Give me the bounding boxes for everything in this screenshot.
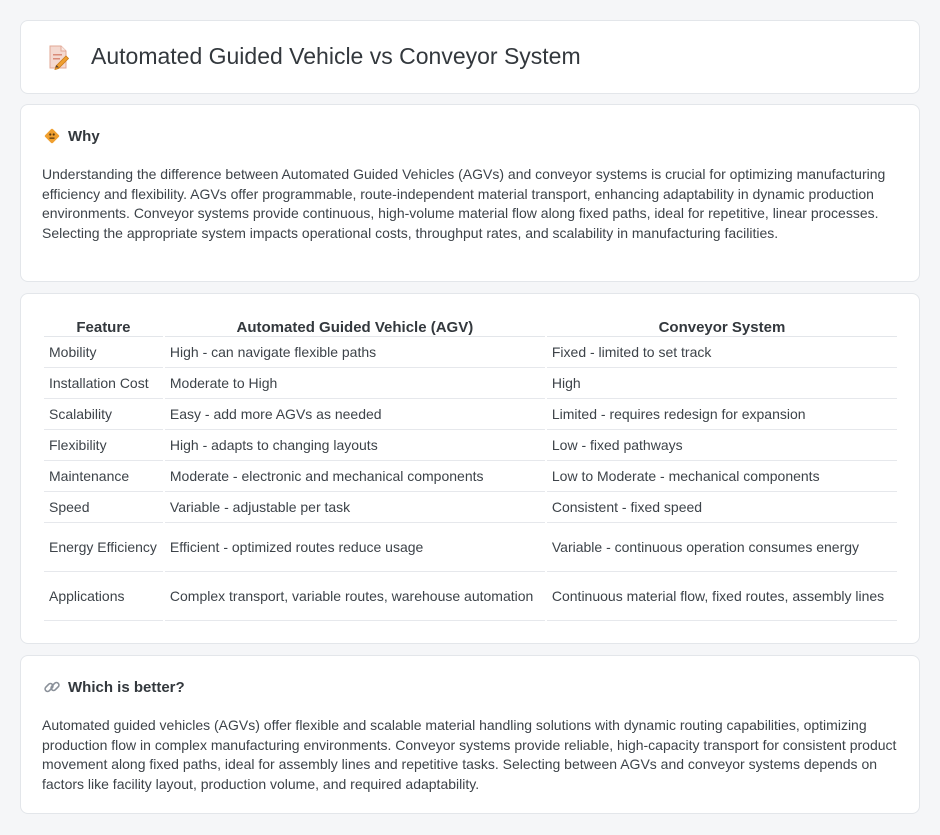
cell-conveyor: High <box>547 368 897 399</box>
cell-feature: Mobility <box>44 337 163 368</box>
cell-conveyor: Continuous material flow, fixed routes, assembly lines <box>547 572 897 621</box>
comparison-card <box>20 293 920 644</box>
which-better-card <box>20 655 920 814</box>
cell-feature: Scalability <box>44 399 163 430</box>
table-row <box>44 572 897 621</box>
why-card <box>20 104 920 282</box>
cell-agv: High - can navigate flexible paths <box>165 337 545 368</box>
header-agv: Automated Guided Vehicle (AGV) <box>165 315 545 337</box>
table-row <box>44 399 897 430</box>
why-text: Understanding the difference between Automated Guided Vehicles (AGVs) and conveyor systems is crucial for optimizing manufacturing efficiency and flexibility. AGVs offer programmable, route-independent material transport, enhancing adaptability in dynamic production environments. Conveyor systems provide continuous, high-volume material flow along fixed paths, ideal for repetitive, linear processes. Selecting the appropriate system impacts operational costs, throughput rates, and scalability in manufacturing facilities. <box>42 166 886 241</box>
table-row <box>44 461 897 492</box>
table-row <box>44 523 897 572</box>
diamond-sign-icon <box>43 127 61 145</box>
cell-agv: Moderate to High <box>165 368 545 399</box>
cell-agv: Easy - add more AGVs as needed <box>165 399 545 430</box>
table-row <box>44 368 897 399</box>
cell-conveyor: Consistent - fixed speed <box>547 492 897 523</box>
table-row <box>44 337 897 368</box>
cell-feature: Applications <box>44 572 163 621</box>
better-header <box>43 678 185 696</box>
document-pencil-icon <box>45 44 71 70</box>
header-feature: Feature <box>44 315 163 337</box>
table-header-row <box>44 315 897 337</box>
cell-conveyor: Variable - continuous operation consumes energy <box>547 523 897 572</box>
cell-conveyor: Low to Moderate - mechanical components <box>547 461 897 492</box>
why-heading: Why <box>68 127 100 145</box>
cell-agv: Moderate - electronic and mechanical components <box>165 461 545 492</box>
cell-agv: Complex transport, variable routes, warehouse automation <box>165 572 545 621</box>
header-conveyor: Conveyor System <box>547 315 897 337</box>
cell-conveyor: Fixed - limited to set track <box>547 337 897 368</box>
cell-feature: Maintenance <box>44 461 163 492</box>
title-row <box>45 43 581 70</box>
page-title: Automated Guided Vehicle vs Conveyor System <box>91 43 581 69</box>
better-text: Automated guided vehicles (AGVs) offer flexible and scalable material handling solutions with dynamic routing capabilities, optimizing production flow in complex manufacturing environments. Conveyor systems provide reliable, high-capacity transport for consistent product movement along fixed paths, ideal for assembly lines and repetitive tasks. Selecting between AGVs and conveyor systems depends on factors like facility layout, production volume, and required adaptability. <box>42 717 897 792</box>
title-card <box>20 20 920 94</box>
table-row <box>44 430 897 461</box>
why-header <box>43 127 100 145</box>
cell-agv: High - adapts to changing layouts <box>165 430 545 461</box>
cell-feature: Flexibility <box>44 430 163 461</box>
cell-feature: Energy Efficiency <box>44 523 163 572</box>
comparison-table <box>42 315 899 621</box>
link-icon <box>43 678 61 696</box>
cell-feature: Speed <box>44 492 163 523</box>
cell-feature: Installation Cost <box>44 368 163 399</box>
table-row <box>44 492 897 523</box>
cell-conveyor: Limited - requires redesign for expansion <box>547 399 897 430</box>
cell-conveyor: Low - fixed pathways <box>547 430 897 461</box>
better-heading: Which is better? <box>68 678 185 696</box>
cell-agv: Efficient - optimized routes reduce usage <box>165 523 545 572</box>
cell-agv: Variable - adjustable per task <box>165 492 545 523</box>
